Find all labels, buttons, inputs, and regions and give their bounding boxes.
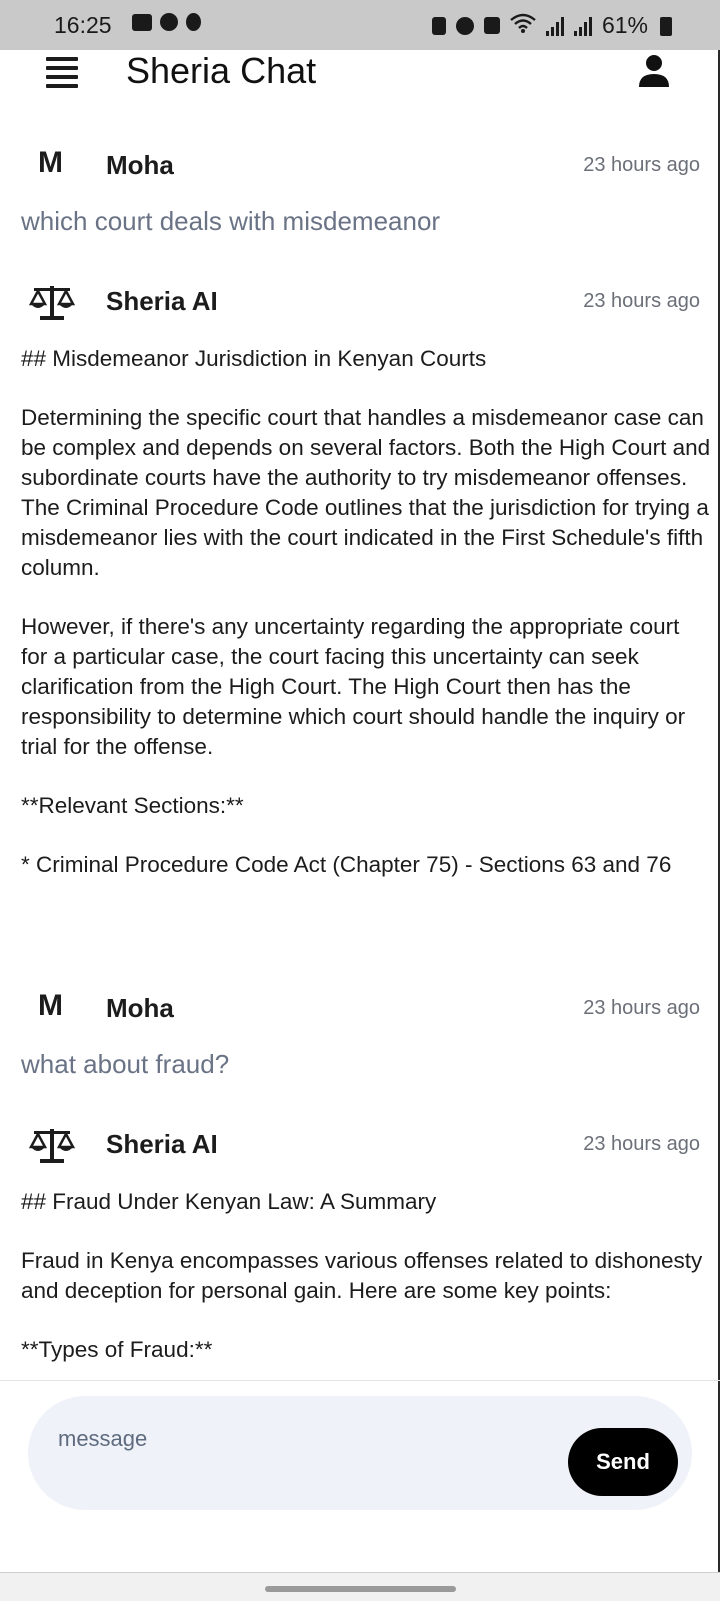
message-input[interactable] (56, 1418, 540, 1460)
message-header (0, 1119, 720, 1169)
app-bar (0, 50, 720, 114)
battery-icon (660, 17, 672, 36)
person-icon[interactable] (638, 54, 670, 88)
battery-percent: 61% (601, 12, 648, 38)
scales-icon (28, 1125, 76, 1165)
ai-section-label: **Types of Fraud:** (21, 1337, 213, 1362)
message-header (0, 140, 720, 190)
alarm-icon (456, 17, 474, 35)
message-time: 23 hours ago (583, 290, 700, 312)
ai-bullet: * Criminal Procedure Code Act (Chapter 75) - Sections 63 and 76 (21, 852, 672, 877)
send-button[interactable]: Send (568, 1428, 678, 1496)
user-message-text: which court deals with misdemeanor (21, 206, 441, 236)
signal-icon-2 (574, 16, 592, 36)
message-author: Moha (106, 150, 174, 180)
message-header (0, 276, 720, 326)
avatar: M (38, 989, 63, 1022)
message-time: 23 hours ago (583, 154, 700, 176)
ai-heading: ## Misdemeanor Jurisdiction in Kenyan Courts (21, 346, 487, 371)
home-indicator[interactable] (265, 1586, 456, 1592)
message-time: 23 hours ago (583, 1133, 700, 1155)
chat-feed[interactable] (0, 120, 720, 1380)
message-author: Moha (106, 993, 174, 1023)
signal-icon (546, 16, 564, 36)
menu-icon[interactable] (46, 56, 78, 88)
wifi-icon (510, 12, 536, 39)
composer-divider (0, 1380, 720, 1381)
ai-heading: ## Fraud Under Kenyan Law: A Summary (21, 1189, 437, 1214)
lock-icon (432, 17, 446, 35)
mute-icon (484, 17, 500, 34)
navigation-bar (0, 1572, 720, 1601)
status-time: 16:25 (54, 12, 112, 38)
message-time: 23 hours ago (583, 997, 700, 1019)
avatar: M (38, 146, 63, 179)
add-contact-icon (160, 13, 178, 31)
ai-paragraph: Fraud in Kenya encompasses various offenses related to dishonesty and deception for personal gain. Here are some key points: (21, 1248, 703, 1303)
ai-message-text (21, 344, 711, 909)
app-title: Sheria Chat (126, 50, 317, 91)
message-header (0, 983, 720, 1033)
user-message-text: what about fraud? (21, 1049, 230, 1079)
message-author: Sheria AI (106, 286, 218, 316)
accessibility-icon (186, 13, 201, 31)
message-author: Sheria AI (106, 1129, 218, 1159)
ai-message-text (21, 1187, 711, 1380)
ai-paragraph: However, if there's any uncertainty regarding the appropriate court for a particular case, the court facing this uncertainty can seek clarification from the High Court. The High Court then has the responsibility to determine which court should handle the inquiry or trial for the offense. (21, 614, 686, 759)
scales-icon (28, 282, 76, 322)
ai-section-label: **Relevant Sections:** (21, 793, 244, 818)
status-bar (0, 0, 720, 50)
gallery-icon (132, 14, 152, 31)
message-composer (28, 1396, 692, 1510)
ai-paragraph: Determining the specific court that handles a misdemeanor case can be complex and depends on several factors. Both the High Court and subordinate courts have the authority to try misdemeanor offenses. The Criminal Procedure Code outlines that the jurisdiction for trying a misdemeanor lies with the court indicated in the First Schedule's fifth column. (21, 405, 711, 580)
status-notification-icons (132, 13, 201, 31)
status-system-icons (432, 12, 662, 39)
